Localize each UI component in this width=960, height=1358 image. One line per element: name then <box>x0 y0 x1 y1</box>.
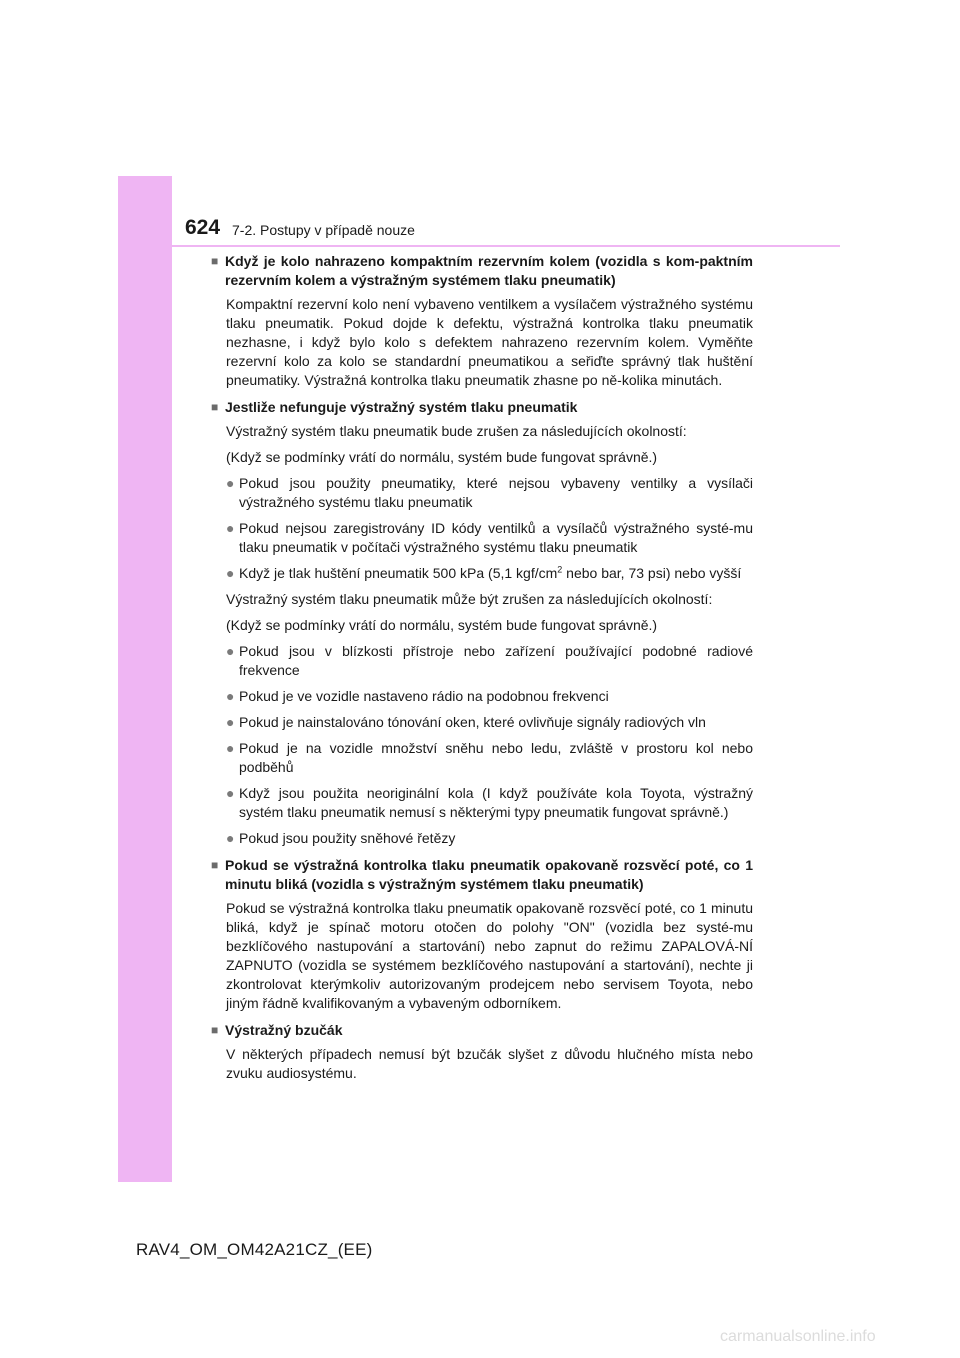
square-marker-icon: ■ <box>211 1023 219 1037</box>
list-item <box>226 519 753 557</box>
square-marker-icon: ■ <box>211 400 219 414</box>
list-item <box>226 829 753 848</box>
bullet-icon: ● <box>226 520 235 536</box>
page-number: 624 <box>185 216 221 239</box>
heading-text: Výstražný bzučák <box>225 1022 343 1038</box>
bullet-list <box>226 474 753 583</box>
page-content <box>211 252 753 1091</box>
section-heading <box>211 252 753 290</box>
list-item <box>226 687 753 706</box>
document-code: RAV4_OM_OM42A21CZ_(EE) <box>136 1240 373 1259</box>
list-item-text: Pokud jsou použity pneumatiky, které nejsou vybaveny ventilky a vysílači výstražného systému tlaku pneumatik <box>239 475 753 510</box>
section-title: 7-2. Postupy v případě nouze <box>232 222 415 238</box>
bullet-icon: ● <box>226 643 235 659</box>
bullet-icon: ● <box>226 565 235 581</box>
list-item <box>226 739 753 777</box>
bullet-icon: ● <box>226 688 235 704</box>
section-warning-light-repeat <box>211 856 753 1013</box>
header-divider <box>172 245 840 247</box>
square-marker-icon: ■ <box>211 858 219 872</box>
heading-text: Když je kolo nahrazeno kompaktním rezervním kolem (vozidla s kom-paktním rezervním kolem a výstražným systémem tlaku pneumatik) <box>225 253 753 288</box>
section-warning-buzzer <box>211 1021 753 1083</box>
paragraph: Výstražný systém tlaku pneumatik může být zrušen za následujících okolností: <box>226 591 713 607</box>
pressure-text-after: nebo bar, 73 psi) nebo vyšší <box>562 565 742 581</box>
watermark: carmanualsonline.info <box>720 1328 876 1345</box>
list-item-text: Pokud je ve vozidle nastaveno rádio na podobnou frekvenci <box>239 688 609 704</box>
list-item-text <box>239 564 753 583</box>
list-item-text: Pokud je na vozidle množství sněhu nebo ledu, zvláště v prostoru kol nebo podběhů <box>239 740 753 775</box>
section-heading <box>211 398 753 417</box>
list-item-text: Pokud jsou v blízkosti přístroje nebo zařízení používající podobné radiové frekvence <box>239 643 753 678</box>
list-item <box>226 713 753 732</box>
list-item-text: Pokud nejsou zaregistrovány ID kódy ventilků a vysílačů výstražného systé-mu tlaku pneumatik v počítači výstražného systému tlaku pneumatik <box>239 520 753 555</box>
section-heading <box>211 856 753 894</box>
heading-text: Pokud se výstražná kontrolka tlaku pneumatik opakovaně rozsvěcí poté, co 1 minutu bliká (vozidla s výstražným systémem tlaku pneumatik) <box>225 857 753 892</box>
list-item-text: Pokud jsou použity sněhové řetězy <box>239 830 456 846</box>
list-item <box>226 642 753 680</box>
list-item <box>226 564 753 583</box>
superscript: 2 <box>557 564 563 575</box>
bullet-icon: ● <box>226 475 235 491</box>
list-item-text: Když jsou použita neoriginální kola (I když používáte kola Toyota, výstražný systém tlaku pneumatik nemusí s některými typy pneumatik fungovat správně.) <box>239 785 753 820</box>
square-marker-icon: ■ <box>211 254 219 268</box>
bullet-icon: ● <box>226 785 235 801</box>
bullet-icon: ● <box>226 714 235 730</box>
paragraph: Kompaktní rezervní kolo není vybaveno ventilkem a vysílačem výstražného systému tlaku pneumatik. Pokud dojde k defektu, výstražná kontrolka tlaku pneumatik nezhasne, i když bylo kolo s defektem nahrazeno rezervním kolem. Vyměňte rezervní kolo za kolo se standardní pneumatikou a seřiďte správný tlak huštění pneumatiky. Výstražná kontrolka tlaku pneumatik zhasne po ně-kolika minutách. <box>226 296 753 388</box>
section-system-not-working <box>211 398 753 848</box>
list-item <box>226 474 753 512</box>
paragraph: (Když se podmínky vrátí do normálu, systém bude fungovat správně.) <box>226 617 658 633</box>
heading-text: Jestliže nefunguje výstražný systém tlaku pneumatik <box>225 399 578 415</box>
paragraph: (Když se podmínky vrátí do normálu, systém bude fungovat správně.) <box>226 449 658 465</box>
section-spare-wheel <box>211 252 753 390</box>
bullet-icon: ● <box>226 740 235 756</box>
chapter-sidebar-tab <box>118 176 172 1182</box>
bullet-icon: ● <box>226 830 235 846</box>
pressure-text-before: Když je tlak huštění pneumatik 500 kPa (5,1 kgf/cm <box>239 565 558 581</box>
paragraph: Výstražný systém tlaku pneumatik bude zrušen za následujících okolností: <box>226 423 687 439</box>
section-heading <box>211 1021 753 1040</box>
list-item-text: Pokud je nainstalováno tónování oken, které ovlivňuje signály radiových vln <box>239 714 706 730</box>
paragraph: Pokud se výstražná kontrolka tlaku pneumatik opakovaně rozsvěcí poté, co 1 minutu bliká, když je spínač motoru otočen do polohy "ON" (vozidla bez systé-mu bezklíčového nastupování a startování) nebo zapnut do režimu ZAPALOVÁ-NÍ ZAPNUTO (vozidla se systémem bezklíčového nastupování a startování), nechte ji zkontrolovat kterýmkoliv autorizovaným prodejcem nebo servisem Toyota, nebo jiným řádně kvalifikovaným a vybaveným odborníkem. <box>226 900 753 1011</box>
paragraph: V některých případech nemusí být bzučák slyšet z důvodu hlučného místa nebo zvuku audiosystému. <box>226 1046 753 1081</box>
list-item <box>226 784 753 822</box>
bullet-list <box>226 642 753 848</box>
